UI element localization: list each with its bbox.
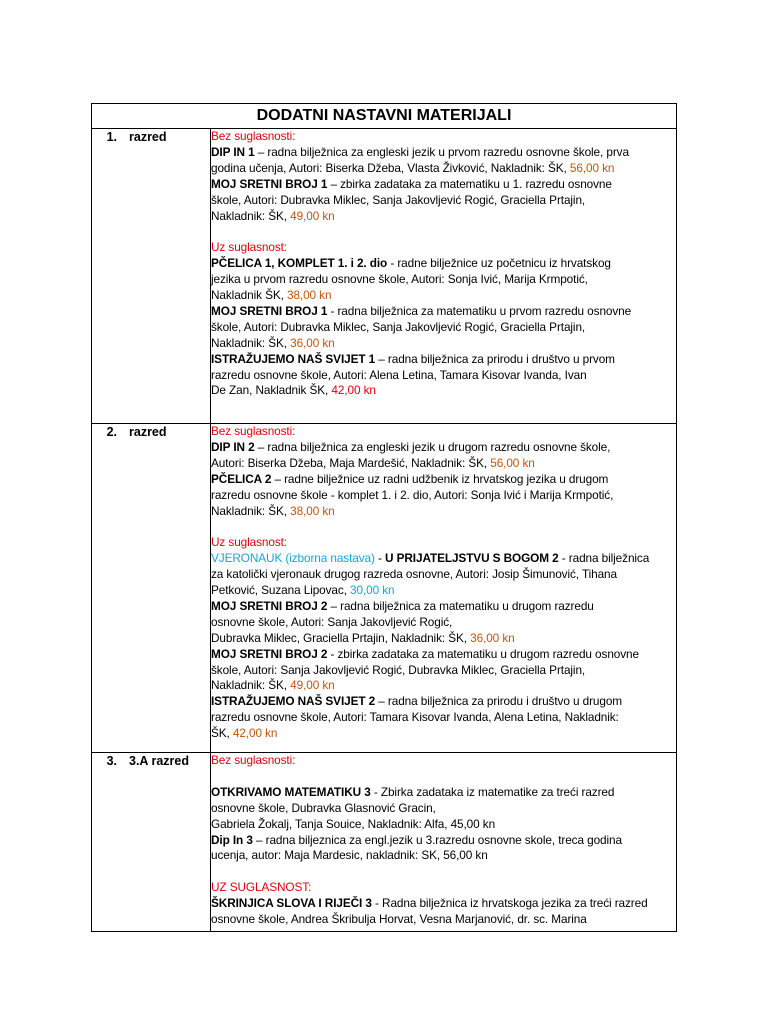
- text-line: [211, 304, 676, 320]
- text-line: [211, 599, 676, 615]
- text-segment: 56,00 kn: [490, 455, 535, 470]
- text-segment: – radna bilježnica za engleski jezik u drugom razredu osnovne škole,: [254, 439, 611, 454]
- text-line: [211, 145, 676, 161]
- text-segment: razredu osnovne škole - komplet 1. i 2. dio, Autori: Sonja Ivić i Marija Krmpotić,: [211, 487, 614, 502]
- text-line: [211, 694, 676, 710]
- text-segment: – radna biljeznica za engl.jezik u 3.razredu osnovne skole, treca godina: [252, 832, 622, 847]
- text-line: [211, 440, 676, 456]
- text-segment: OTKRIVAMO MATEMATIKU 3: [211, 784, 371, 799]
- text-segment: ISTRAŽUJEMO NAŠ SVIJET 1: [211, 351, 376, 366]
- text-segment: Dip In 3: [211, 832, 253, 847]
- grade-label: razred: [129, 425, 167, 439]
- text-segment: Nakladnik: ŠK,: [211, 208, 291, 223]
- text-segment: Nakladnik ŠK,: [211, 288, 287, 303]
- text-line: [211, 583, 676, 599]
- blank-line: [211, 769, 676, 785]
- text-line: [211, 424, 676, 440]
- text-line: [211, 488, 676, 504]
- text-segment: - radna bilježnica za matematiku u prvom razredu osnovne: [327, 303, 632, 318]
- text-segment: DIP IN 2: [211, 439, 255, 454]
- text-segment: osnovne škole, Andrea Škribulja Horvat, Vesna Marjanović, dr. sc. Marina: [211, 912, 587, 927]
- text-line: [211, 193, 676, 209]
- text-segment: - Zbirka zadataka iz matematike za treći razred: [370, 784, 615, 799]
- text-line: [211, 161, 676, 177]
- grade-number: 2.: [106, 425, 117, 439]
- text-line: [211, 240, 676, 256]
- text-segment: ŠK,: [211, 726, 233, 741]
- text-segment: škole, Autori: Sanja Jakovljević Rogić, Dubravka Miklec, Graciella Prtajin,: [211, 662, 586, 677]
- text-segment: MOJ SRETNI BROJ 1: [211, 303, 328, 318]
- text-line: [211, 129, 676, 145]
- grade-row-1: [92, 129, 677, 424]
- text-segment: ŠKRINJICA SLOVA I RIJEČI 3: [211, 896, 372, 911]
- text-line: [211, 753, 676, 769]
- text-line: [211, 615, 676, 631]
- text-segment: Petković, Suzana Lipovac,: [211, 583, 351, 598]
- text-segment: Autori: Biserka Džeba, Maja Mardešić, Nakladnik: ŠK,: [211, 455, 491, 470]
- text-line: [211, 833, 676, 849]
- text-segment: za katolički vjeronauk drugog razreda osnovne, Autori: Josip Šimunović, Tihana: [211, 567, 617, 582]
- table-header-row: [92, 104, 677, 129]
- blank-line: [211, 864, 676, 880]
- text-line: [211, 336, 676, 352]
- text-line: [211, 710, 676, 726]
- text-line: [211, 663, 676, 679]
- text-segment: – radna bilježnica za matematiku u drugom razredu: [327, 598, 594, 613]
- text-line: [211, 801, 676, 817]
- text-segment: Bez suglasnosti:: [211, 753, 296, 767]
- text-segment: - radna bilježnica: [558, 551, 650, 566]
- grade-label: razred: [129, 130, 167, 144]
- text-segment: ucenja, autor: Maja Mardesic, nakladnik: SK, 56,00 kn: [211, 848, 488, 863]
- text-segment: MOJ SRETNI BROJ 2: [211, 646, 328, 661]
- text-line: [211, 177, 676, 193]
- text-line: [211, 288, 676, 304]
- grade-number: 3.: [106, 754, 117, 768]
- text-segment: - Radna bilježnica iz hrvatskoga jezika za treći razred: [371, 896, 648, 911]
- text-segment: DIP IN 1: [211, 144, 255, 159]
- text-line: [211, 880, 676, 896]
- text-segment: razredu osnovne škole, Autori: Tamara Kisovar Ivanda, Alena Letina, Nakladnik:: [211, 710, 619, 725]
- text-segment: MOJ SRETNI BROJ 1: [211, 176, 328, 191]
- text-segment: osnovne škole, Dubravka Glasnović Gracin,: [211, 800, 436, 815]
- text-segment: Bez suglasnosti:: [211, 424, 296, 438]
- text-segment: ISTRAŽUJEMO NAŠ SVIJET 2: [211, 694, 376, 709]
- text-line: [211, 631, 676, 647]
- text-segment: Bez suglasnosti:: [211, 129, 296, 143]
- text-segment: - radne bilježnice uz početnicu iz hrvatskog: [387, 256, 611, 271]
- materials-cell: [211, 753, 677, 932]
- text-segment: Gabriela Žokalj, Tanja Souice, Nakladnik: Alfa, 45,00 kn: [211, 816, 496, 831]
- text-line: [211, 209, 676, 225]
- text-segment: De Zan, Nakladnik ŠK,: [211, 383, 332, 398]
- grade-cell: [92, 424, 211, 753]
- text-segment: - zbirka zadataka za matematiku u drugom razredu osnovne: [327, 646, 639, 661]
- text-segment: UZ SUGLASNOST:: [211, 880, 312, 895]
- text-line: [211, 896, 676, 912]
- grade-cell: [92, 129, 211, 424]
- text-segment: PČELICA 2: [211, 471, 272, 486]
- grade-row-2: [92, 424, 677, 753]
- text-line: [211, 817, 676, 833]
- text-segment: osnovne škole, Autori: Sanja Jakovljević Rogić,: [211, 614, 453, 629]
- materials-cell: [211, 424, 677, 753]
- text-segment: 38,00 kn: [290, 503, 335, 518]
- text-line: [211, 504, 676, 520]
- text-segment: MOJ SRETNI BROJ 2: [211, 598, 328, 613]
- text-segment: PČELICA 1, KOMPLET 1. i 2. dio: [211, 256, 388, 271]
- text-segment: 42,00 kn: [331, 383, 376, 398]
- text-line: [211, 535, 676, 551]
- text-line: [211, 472, 676, 488]
- text-segment: škole, Autori: Dubravka Miklec, Sanja Jakovljević Rogić, Graciella Prtajin,: [211, 319, 586, 334]
- text-line: [211, 320, 676, 336]
- text-segment: Uz suglasnost:: [211, 535, 287, 550]
- text-segment: – zbirka zadataka za matematiku u 1. razredu osnovne: [327, 176, 612, 191]
- text-segment: 56,00 kn: [569, 160, 615, 175]
- text-line: [211, 848, 676, 864]
- materials-cell: [211, 129, 677, 424]
- text-segment: 30,00 kn: [350, 583, 395, 598]
- text-segment: – radna bilježnica za prirodu i društvo u drugom: [375, 694, 623, 709]
- text-segment: 42,00 kn: [232, 726, 278, 741]
- grade-row-3: [92, 753, 677, 932]
- text-line: [211, 726, 676, 742]
- text-segment: VJERONAUK (izborna nastava): [211, 551, 375, 566]
- text-line: [211, 456, 676, 472]
- grade-label: 3.A razred: [129, 754, 189, 768]
- text-line: [211, 383, 676, 399]
- blank-line: [211, 519, 676, 535]
- blank-line: [211, 224, 676, 240]
- text-line: [211, 256, 676, 272]
- text-segment: godina učenja, Autori: Biserka Džeba, Vlasta Živković, Nakladnik: ŠK,: [211, 160, 570, 175]
- text-segment: -: [374, 551, 386, 566]
- grade-cell: [92, 753, 211, 932]
- text-segment: U PRIJATELJSTVU S BOGOM 2: [385, 551, 559, 566]
- text-segment: Nakladnik: ŠK,: [211, 678, 291, 693]
- text-segment: – radne bilježnice uz radni udžbenik iz hrvatskog jezika u drugom: [271, 471, 609, 486]
- text-segment: – radna bilježnica za engleski jezik u prvom razredu osnovne škole, prva: [254, 144, 629, 159]
- text-segment: Nakladnik: ŠK,: [211, 503, 291, 518]
- text-line: [211, 647, 676, 663]
- materials-table: [91, 103, 677, 932]
- text-segment: – radna bilježnica za prirodu i društvo u prvom: [375, 351, 615, 366]
- text-segment: 36,00 kn: [290, 335, 335, 350]
- text-segment: 49,00 kn: [290, 678, 335, 693]
- text-line: [211, 272, 676, 288]
- text-segment: 38,00 kn: [286, 288, 332, 303]
- text-segment: škole, Autori: Dubravka Miklec, Sanja Jakovljević Rogić, Graciella Prtajin,: [211, 192, 586, 207]
- text-line: [211, 678, 676, 694]
- text-line: [211, 352, 676, 368]
- text-segment: Uz suglasnost:: [211, 240, 287, 255]
- text-segment: jezika u prvom razredu osnovne škole, Autori: Sonja Ivić, Marija Krmpotić,: [211, 272, 588, 287]
- text-line: [211, 551, 676, 567]
- text-segment: Dubravka Miklec, Graciella Prtajin, Nakladnik: ŠK,: [211, 630, 471, 645]
- text-segment: razredu osnovne škole, Autori: Alena Letina, Tamara Kisovar Ivanda, Ivan: [211, 367, 587, 382]
- text-line: [211, 912, 676, 928]
- text-segment: 36,00 kn: [470, 630, 515, 645]
- text-segment: 49,00 kn: [290, 208, 335, 223]
- text-line: [211, 567, 676, 583]
- text-line: [211, 368, 676, 384]
- text-segment: Nakladnik: ŠK,: [211, 335, 291, 350]
- table-title: DODATNI NASTAVNI MATERIJALI: [92, 104, 677, 129]
- grade-number: 1.: [106, 130, 117, 144]
- text-line: [211, 785, 676, 801]
